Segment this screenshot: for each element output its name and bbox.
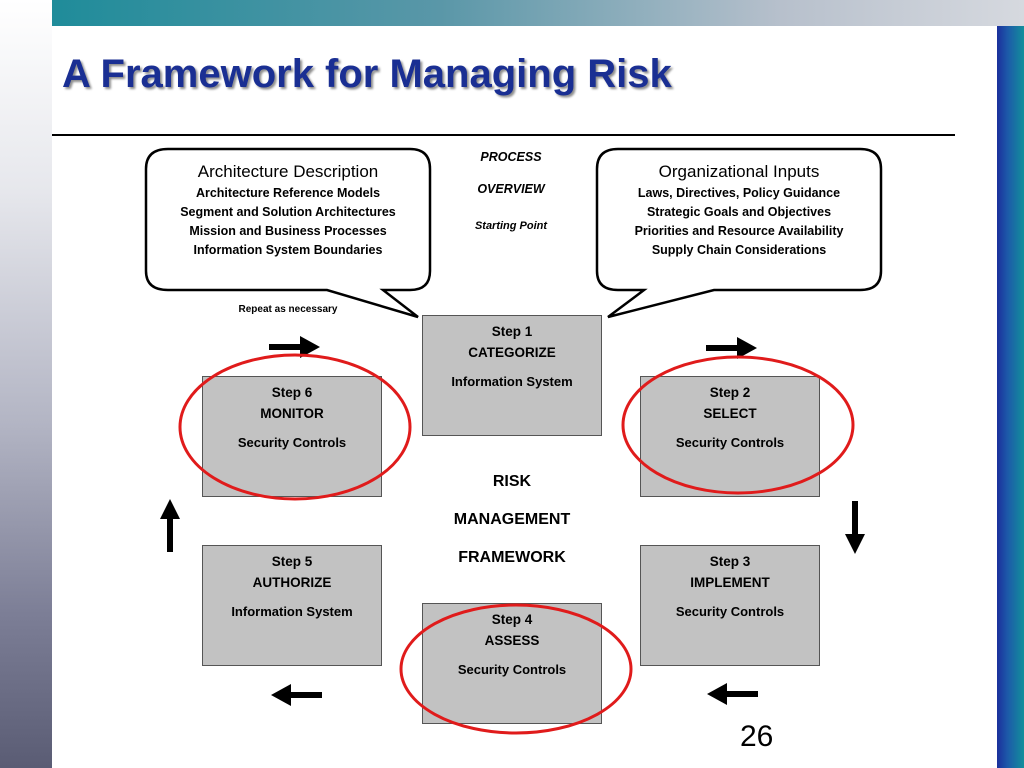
repeat-note: Repeat as necessary [238,304,338,315]
step-4-box [422,603,602,724]
left-callout-heading: Architecture Description [197,162,379,181]
step-name: CATEGORIZE [468,345,556,360]
step-subject: Security Controls [237,435,347,450]
center-line-risk: RISK [492,473,532,490]
left-callout-line: Information System Boundaries [193,243,383,257]
step-subject: Security Controls [675,604,785,619]
left-callout-line: Architecture Reference Models [195,186,381,200]
step-subject: Security Controls [457,662,567,677]
right-callout-heading: Organizational Inputs [658,162,820,181]
step-number: Step 4 [491,612,533,627]
slide-title: A Framework for Managing Risk [62,52,672,96]
page-number: 26 [740,720,774,753]
step-subject: Information System [451,374,573,389]
arrow-right-top-left [269,336,320,358]
step-name: AUTHORIZE [252,575,332,590]
arrow-down-right [845,501,865,554]
step-name: MONITOR [260,406,324,421]
step-5-box [202,545,382,666]
arrow-left-bottom-right [707,683,758,705]
step-1-box [422,315,602,436]
overview-starting-point: Starting Point [474,220,548,232]
overview-line-process: PROCESS [480,150,542,164]
step-3-box [640,545,820,666]
step-number: Step 3 [709,554,751,569]
right-callout-line: Priorities and Resource Availability [634,224,844,238]
step-name: ASSESS [484,633,540,648]
left-callout-line: Mission and Business Processes [189,224,387,238]
step-subject: Information System [231,604,353,619]
arrow-right-top-right [706,337,757,359]
center-line-management: MANAGEMENT [453,511,571,528]
step-name: SELECT [703,406,757,421]
right-callout-line: Laws, Directives, Policy Guidance [637,186,841,200]
right-callout [600,162,878,260]
step-6-box [202,376,382,497]
left-callout [150,162,426,260]
step-number: Step 6 [271,385,313,400]
step-2-box [640,376,820,497]
right-callout-line: Supply Chain Considerations [651,243,827,257]
process-overview [450,150,572,232]
arrow-left-bottom-left [271,684,322,706]
center-framework-label [412,463,612,577]
step-number: Step 1 [491,324,533,339]
step-subject: Security Controls [675,435,785,450]
arrow-up-left [160,499,180,552]
step-number: Step 2 [709,385,751,400]
center-line-framework: FRAMEWORK [458,549,566,566]
right-callout-line: Strategic Goals and Objectives [646,205,832,219]
left-callout-line: Segment and Solution Architectures [180,205,396,219]
step-name: IMPLEMENT [690,575,770,590]
overview-line-overview: OVERVIEW [477,182,545,196]
step-number: Step 5 [271,554,313,569]
